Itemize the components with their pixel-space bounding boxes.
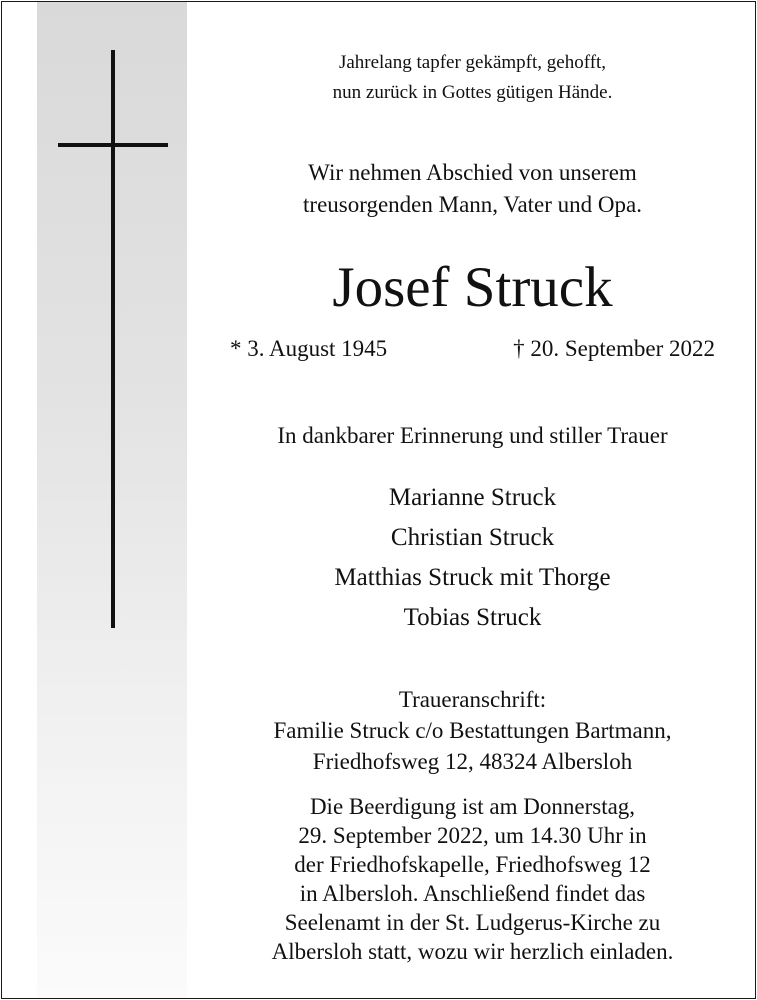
address-heading: Traueranschrift:	[398, 687, 547, 712]
mourners-list	[200, 478, 745, 638]
death-date: † 20. September 2022	[513, 336, 715, 361]
mourning-line: In dankbarer Erinnerung und stiller Trauer	[277, 423, 668, 448]
funeral-line: Die Beerdigung ist am Donnerstag,	[309, 794, 636, 819]
cross-horizontal-bar	[58, 143, 168, 147]
farewell-intro	[200, 157, 745, 221]
intro-line: treusorgenden Mann, Vater und Opa.	[303, 192, 642, 217]
mourner-name: Tobias Struck	[403, 604, 542, 631]
funeral-details	[200, 792, 745, 966]
cross-vertical-bar	[111, 50, 115, 628]
mourner-name: Matthias Struck mit Thorge	[334, 564, 611, 591]
funeral-line: der Friedhofskapelle, Friedhofsweg 12	[294, 852, 651, 877]
address-line: Friedhofsweg 12, 48324 Albersloh	[312, 749, 633, 774]
mourner-name: Marianne Struck	[388, 484, 557, 511]
mourner-name: Christian Struck	[390, 524, 555, 551]
address-line: Familie Struck c/o Bestattungen Bartmann,	[273, 718, 672, 743]
deceased-name: Josef Struck	[332, 256, 613, 319]
motto-line: Jahrelang tapfer gekämpft, gehofft,	[338, 52, 607, 73]
motto-line: nun zurück in Gottes gütigen Hände.	[332, 82, 613, 103]
mourning-address	[200, 684, 745, 777]
funeral-line: 29. September 2022, um 14.30 Uhr in	[298, 823, 647, 848]
motto	[200, 48, 745, 108]
intro-line: Wir nehmen Abschied von unserem	[308, 160, 637, 185]
life-dates	[230, 333, 715, 365]
funeral-line: Albersloh statt, wozu wir herzlich einladen.	[271, 939, 674, 964]
funeral-line: in Albersloh. Anschließend findet das	[299, 881, 646, 906]
funeral-line: Seelenamt in der St. Ludgerus-Kirche zu	[284, 910, 661, 935]
birth-date: * 3. August 1945	[230, 336, 388, 361]
